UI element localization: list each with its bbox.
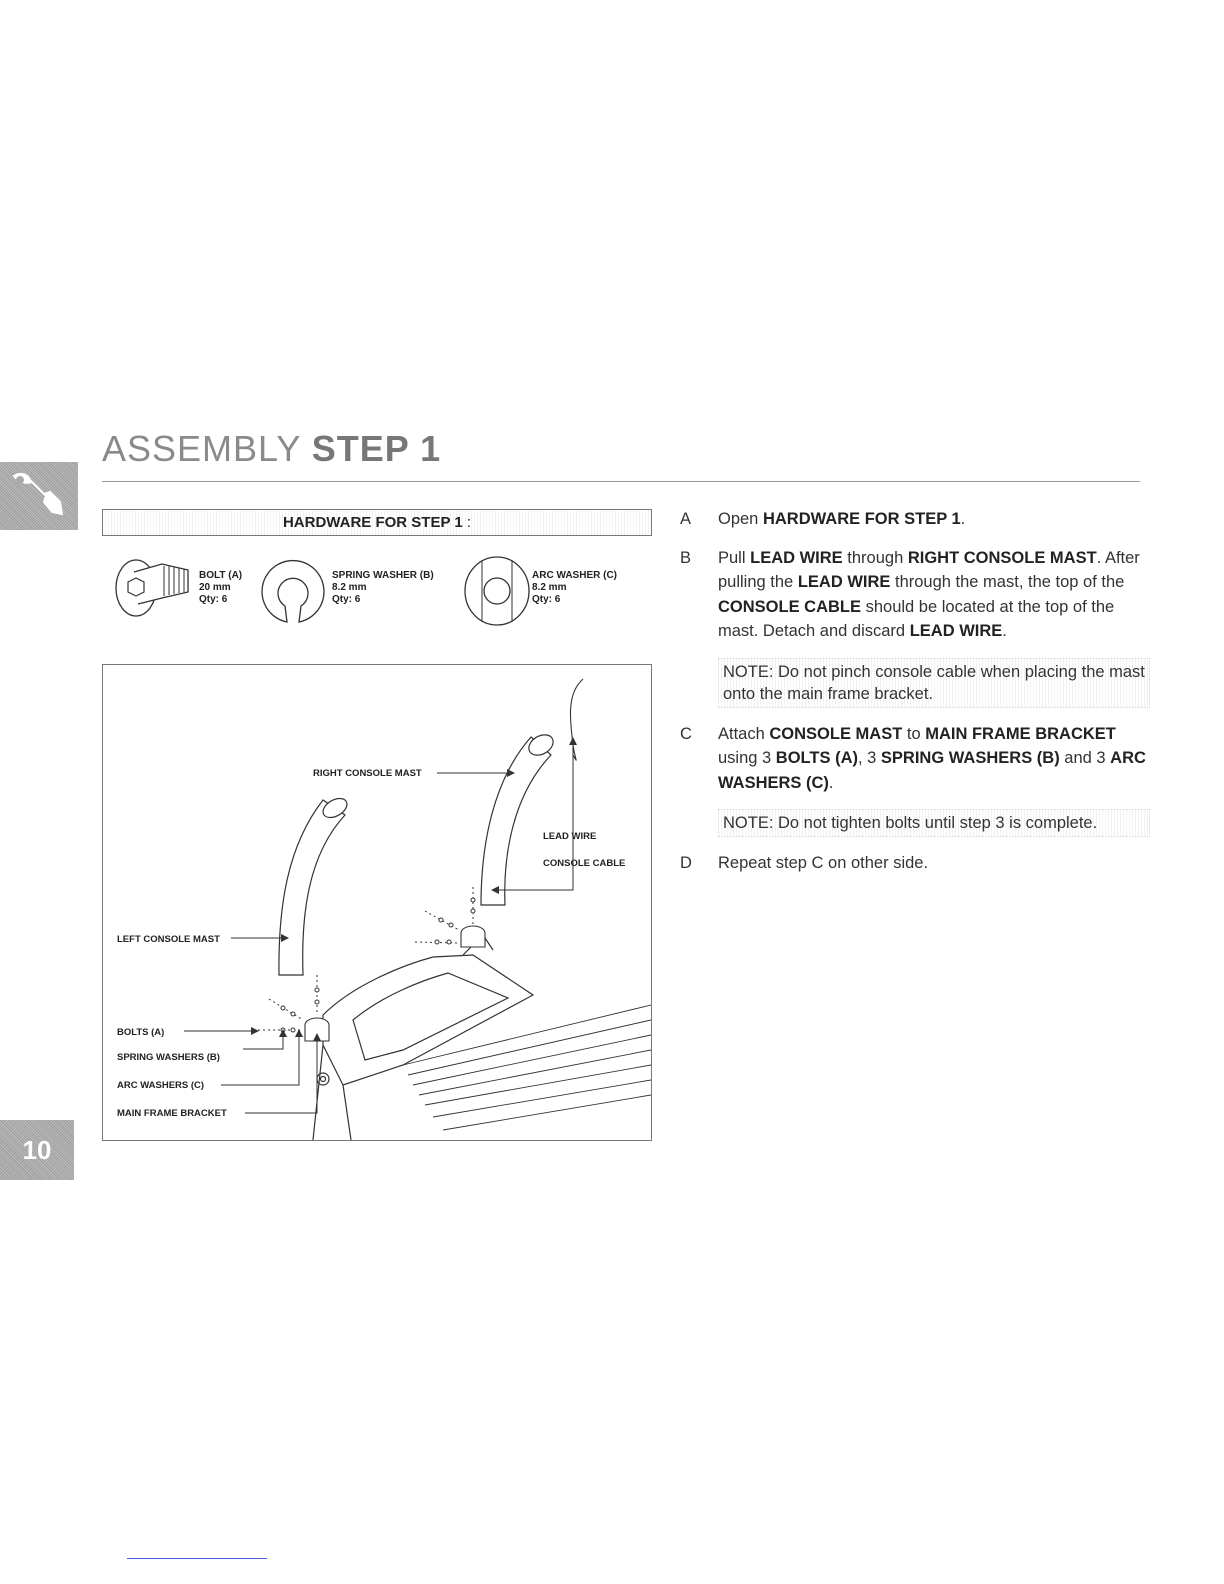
bolt-icon — [112, 552, 196, 622]
label-spring-washers: SPRING WASHERS (B) — [117, 1052, 220, 1063]
step-b: B Pull LEAD WIRE through RIGHT CONSOLE MAST. After pulling the LEAD WIRE through the mast, the top of the CONSOLE CABLE should be located at the top of the mast. Detach and discard LEAD WIRE. — [680, 548, 1140, 640]
hardware-header-suffix: : — [466, 514, 472, 531]
hardware-panel — [102, 536, 652, 636]
hardware-item-arc-washer: ARC WASHER (C) 8.2 mm Qty: 6 — [532, 570, 617, 605]
footer-line — [127, 1558, 267, 1559]
hardware-item-spring-washer: SPRING WASHER (B) 8.2 mm Qty: 6 — [332, 570, 434, 605]
note-tighten-bolts: NOTE: Do not tighten bolts until step 3 is complete. — [718, 809, 1150, 837]
step-a: A Open HARDWARE FOR STEP 1. — [680, 510, 966, 528]
label-right-console-mast: RIGHT CONSOLE MAST — [313, 768, 422, 779]
label-main-frame-bracket: MAIN FRAME BRACKET — [117, 1108, 227, 1119]
label-lead-wire: LEAD WIRE — [543, 831, 597, 842]
label-left-console-mast: LEFT CONSOLE MAST — [117, 934, 220, 945]
label-arc-washers: ARC WASHERS (C) — [117, 1080, 205, 1091]
lead-wire-drawing — [570, 679, 583, 760]
title-divider — [102, 481, 1140, 482]
left-console-mast-drawing — [279, 795, 350, 975]
title-bold: STEP 1 — [311, 428, 442, 469]
spring-washer-icon — [257, 556, 329, 628]
label-bolts: BOLTS (A) — [117, 1027, 165, 1038]
page-title — [102, 428, 441, 470]
step-d: D Repeat step C on other side. — [680, 854, 929, 872]
hardware-item-bolt: BOLT (A) 20 mm Qty: 6 — [199, 570, 243, 605]
hardware-header-label: HARDWARE FOR STEP 1 — [282, 514, 463, 531]
page-number: 10 — [0, 1120, 74, 1180]
right-console-mast-drawing — [481, 731, 557, 905]
tool-tab — [0, 462, 78, 530]
title-light: ASSEMBLY — [102, 428, 301, 469]
hardware-header — [102, 509, 652, 536]
assembly-illustration — [103, 665, 651, 1140]
note-pinch-cable: NOTE: Do not pinch console cable when placing the mast onto the main frame bracket. — [718, 658, 1150, 708]
wrench-icon — [0, 462, 78, 530]
step-c: C Attach CONSOLE MAST to MAIN FRAME BRACKET using 3 BOLTS (A), 3 SPRING WASHERS (B) and 3 ARC WASHERS (C). — [680, 724, 1146, 792]
instructions — [680, 507, 1150, 890]
label-console-cable: CONSOLE CABLE — [543, 858, 626, 869]
arc-washer-icon — [462, 554, 532, 628]
treadmill-base — [313, 935, 651, 1140]
assembly-diagram — [102, 664, 652, 1141]
